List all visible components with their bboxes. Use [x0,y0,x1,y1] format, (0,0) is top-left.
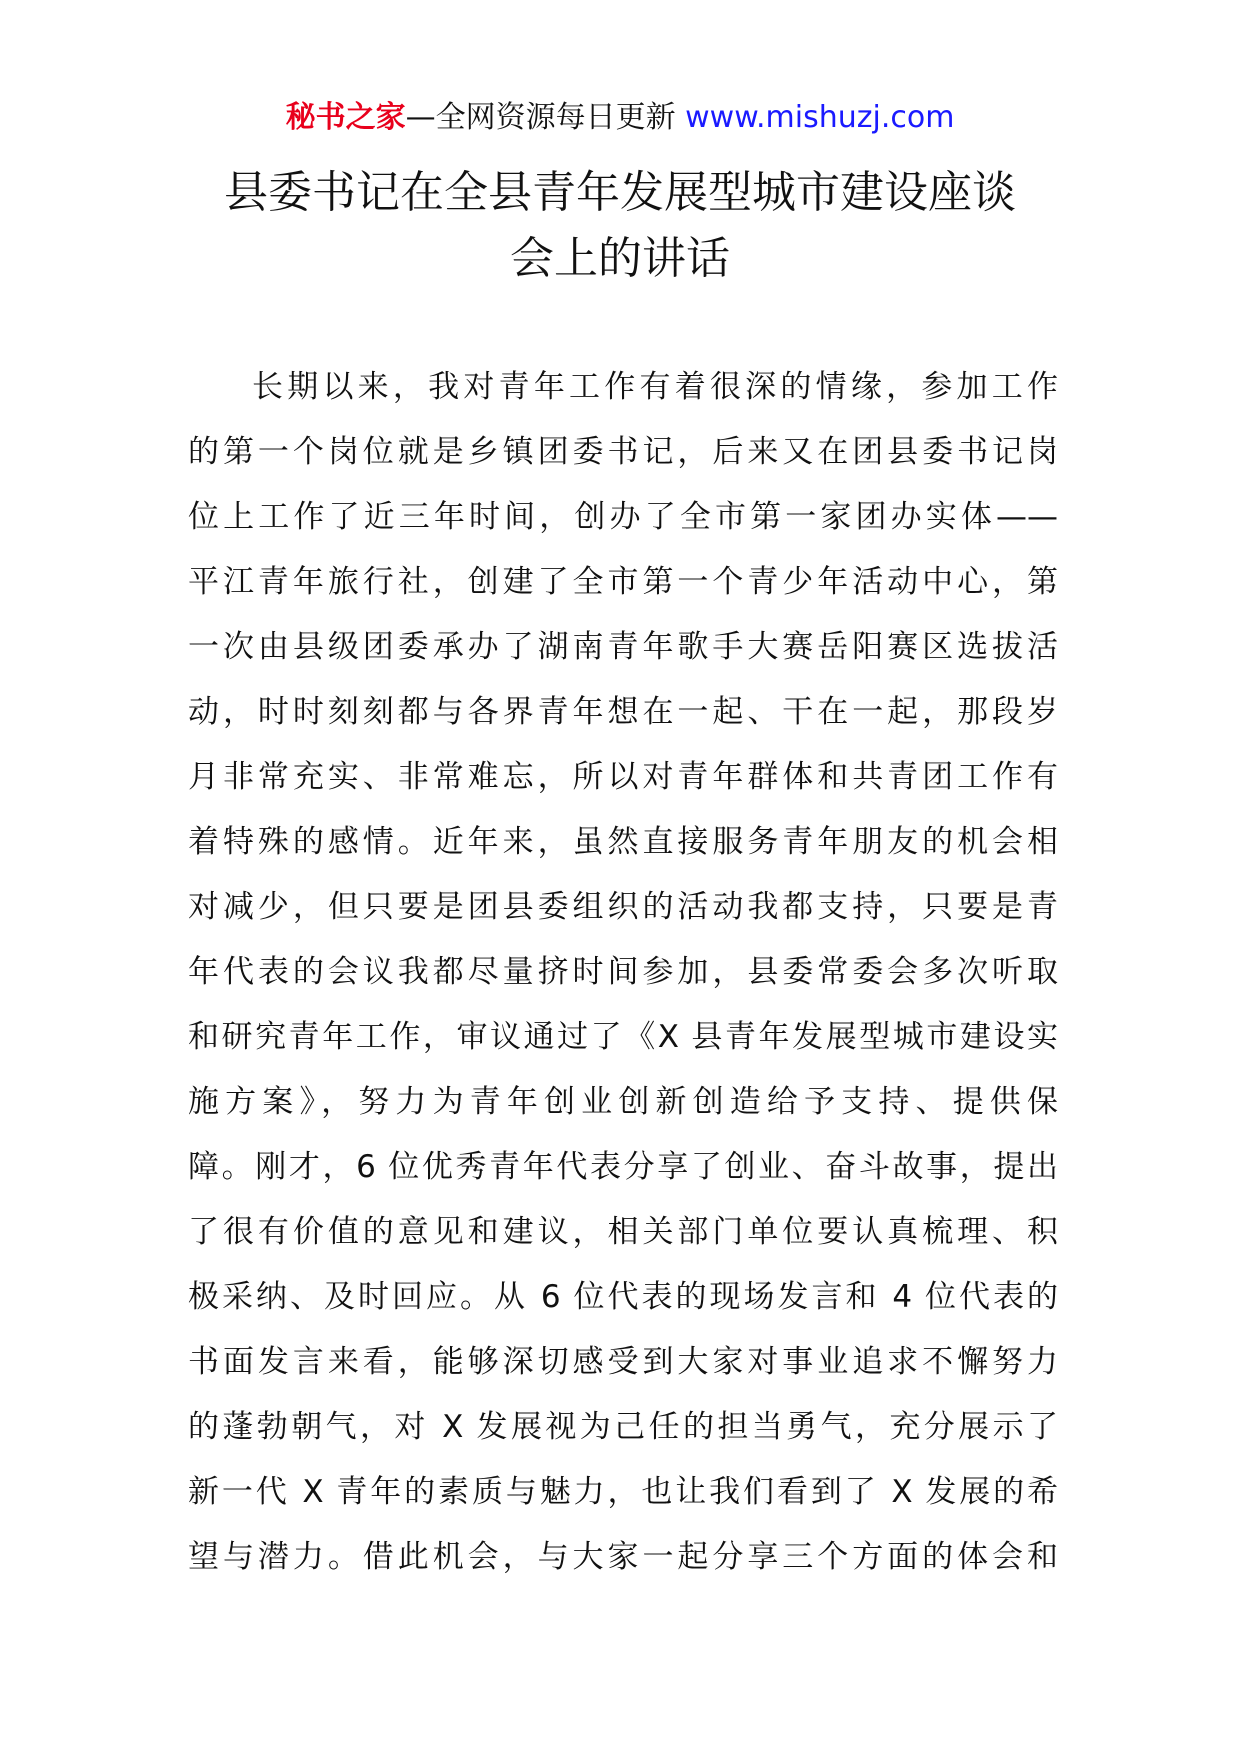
paragraph-line: 的蓬勃朝气，对 X 发展视为己任的担当勇气，充分展示了 [188,1409,1058,1445]
paragraph-line: 年代表的会议我都尽量挤时间参加，县委常委会多次听取 [188,954,1058,990]
paragraph-line: 动，时时刻刻都与各界青年想在一起、干在一起，那段岁 [188,694,1058,730]
site-brand: 秘书之家 [285,100,406,135]
paragraph-line: 极采纳、及时回应。从 6 位代表的现场发言和 4 位代表的 [188,1279,1058,1315]
document-title-line-1: 县委书记在全县青年发展型城市建设座谈 [224,167,1016,218]
document-title-line-2: 会上的讲话 [510,233,730,284]
site-tagline: —全网资源每日更新 [405,100,676,135]
paragraph-line: 对减少，但只要是团县委组织的活动我都支持，只要是青 [188,889,1058,925]
paragraph-line: 了很有价值的意见和建议，相关部门单位要认真梳理、积 [188,1214,1058,1250]
paragraph-line: 平江青年旅行社，创建了全市第一个青少年活动中心，第 [188,564,1058,600]
paragraph-line: 施方案》，努力为青年创业创新创造给予支持、提供保 [188,1084,1058,1120]
paragraph-line: 和研究青年工作，审议通过了《X 县青年发展型城市建设实 [188,1019,1058,1055]
paragraph-line: 着特殊的感情。近年来，虽然直接服务青年朋友的机会相 [188,824,1058,860]
site-header [0,98,1240,138]
paragraph-line: 书面发言来看，能够深切感受到大家对事业追求不懈努力 [188,1344,1058,1380]
paragraph-line: 月非常充实、非常难忘，所以对青年群体和共青团工作有 [188,759,1058,795]
paragraph-line: 的第一个岗位就是乡镇团委书记，后来又在团县委书记岗 [188,434,1058,470]
paragraph-line: 一次由县级团委承办了湖南青年歌手大赛岳阳赛区选拔活 [188,629,1058,665]
document-title [180,160,1060,292]
paragraph-line: 望与潜力。借此机会，与大家一起分享三个方面的体会和 [188,1539,1058,1575]
paragraph-line: 长期以来，我对青年工作有着很深的情缘，参加工作 [252,369,1058,405]
site-url-link[interactable]: www.mishuzj.com [685,100,955,135]
paragraph-line: 位上工作了近三年时间，创办了全市第一家团办实体—— [188,499,1058,535]
paragraph-line: 新一代 X 青年的素质与魅力，也让我们看到了 X 发展的希 [188,1474,1058,1510]
body-paragraph [188,355,1058,1590]
paragraph-line: 障。刚才，6 位优秀青年代表分享了创业、奋斗故事，提出 [188,1149,1058,1185]
